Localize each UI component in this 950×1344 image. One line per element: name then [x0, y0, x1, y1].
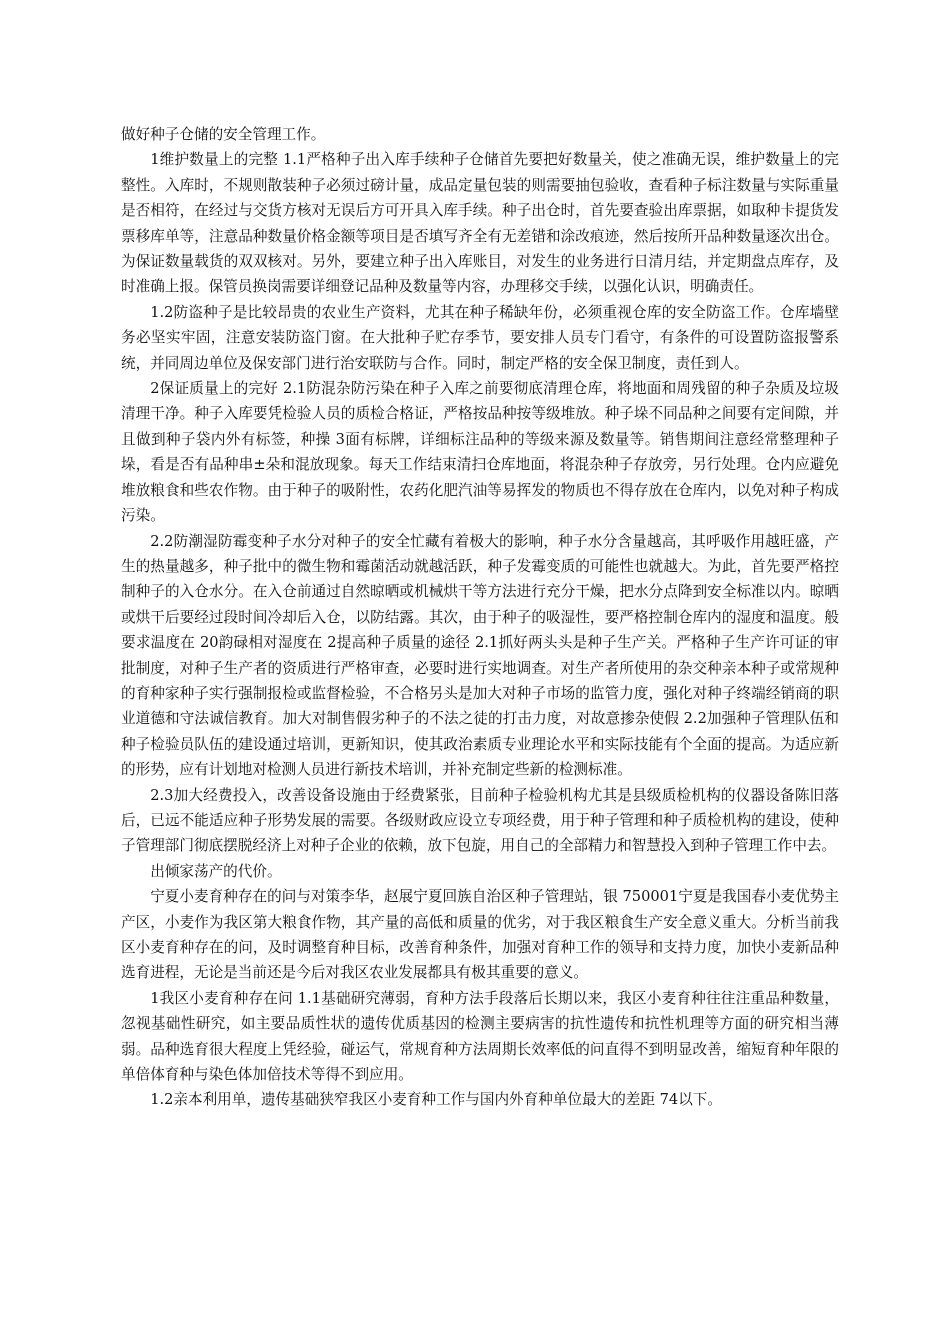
- paragraph-8: 1我区小麦育种存在问 1.1基础研究薄弱，育种方法手段落后长期以来，我区小麦育种往往注重品种数量，忽视基础性研究，如主要品质性状的遗传优质基因的检测主要病害的抗性遗传和抗性机理等方面的研究相当薄弱。品种选育很大程度上凭经验，碰运气，常规育种方法周期长效率低的问直得不到明显改善，缩短育种年限的单倍体育种与染色体加倍技术等得不到应用。: [121, 989, 839, 1084]
- paragraph-4: 2.2防潮湿防霉变种子水分对种子的安全忙藏有着极大的影响，种子水分含量越高，其呼吸作用越旺盛，产生的热量越多，种子批中的微生物和霉菌活动就越活跃，种子发霉变质的可能性也就越大。为此，首先要严格控制种子的入仓水分。在入仓前通过自然晾晒或机械烘干等方法进行充分干燥，把水分点降到安全标准以内。晾晒或烘干后要经过段时间冷却后入仓，以防结露。其次，由于种子的吸湿性，要严格控制仓库内的湿度和温度。般要求温度在 20韵碌相对湿度在 2提高种子质量的途径 2.1抓好两头头是种子生产关。严格种子生产许可证的审批制度，对种子生产者的资质进行严格审查，必要时进行实地调查。对生产者所使用的杂交种亲本种子或常规种的育种家种子实行强制报检或监督检验，不合格另头是加大对种子市场的监管力度，强化对种子终端经销商的职业道德和守法诚信教育。加大对制售假劣种子的不法之徒的打击力度，对故意掺杂使假 2.2加强种子管理队伍和种子检验员队伍的建设通过培训，更新知识，使其政治素质专业理论水平和实际技能有个全面的提高。为适应新的形势，应有计划地对检测人员进行新技术培训，并补充制定些新的检测标准。: [121, 532, 839, 779]
- document-body: [121, 122, 839, 1113]
- paragraph-1: 1维护数量上的完整 1.1严格种子出入库手续种子仓储首先要把好数量关，使之准确无误，维护数量上的完整性。入库时，不规则散装种子必须过磅计量，成品定量包装的则需要抽包验收，查看种子标注数量与实际重量是否相符，在经过与交货方核对无误后方可开具入库手续。种子出仓时，首先要查验出库票据，如取种卡提货发票移库单等，注意品种数量价格金额等项目是否填写齐全有无差错和涂改痕迹，然后按所开品种数量逐次出仓。为保证数量载货的双双核对。另外，要建立种子出入库账目，对发生的业务进行日清月结，并定期盘点库存，及时准确上报。保管员换岗需要详细登记品种及数量等内容，办理移交手续，以强化认识，明确责任。: [121, 151, 839, 296]
- paragraph-0: 做好种子仓储的安全管理工作。: [121, 126, 326, 143]
- paragraph-6: 出倾家荡产的代价。: [150, 862, 282, 880]
- paragraph-5: 2.3加大经费投入，改善设备设施由于经费紧张，目前种子检验机构尤其是县级质检机构的仪器设备陈旧落后，已远不能适应种子形势发展的需要。各级财政应设立专项经费，用于种子管理和种子质检机构的建设，使种子管理部门彻底摆脱经济上对种子企业的依赖，放下包旋，用自己的全部精力和智慧投入到种子管理工作中去。: [121, 786, 839, 855]
- paragraph-2: 1.2防盗种子是比较昂贵的农业生产资料，尤其在种子稀缺年份，必须重视仓库的安全防盗工作。仓库墙壁务必坚实牢固，注意安装防盗门窗。在大批种子贮存季节，要安排人员专门看守，有条件的可设置防盗报警系统，并同周边单位及保安部门进行治安联防与合作。同时，制定严格的安全保卫制度，责任到人。: [121, 303, 839, 372]
- paragraph-7: 宁夏小麦育种存在的问与对策李华，赵展宁夏回族自治区种子管理站，银 750001宁夏是我国春小麦优势主产区，小麦作为我区第大粮食作物，其产量的高低和质量的优劣，对于我区粮食生产安全意义重大。分析当前我区小麦育种存在的问，及时调整育种目标，改善育种条件，加强对育种工作的领导和支持力度，加快小麦新品种选育进程，无论是当前还是今后对我区农业发展都具有极其重要的意义。: [121, 888, 839, 982]
- paragraph-3: 2保证质量上的完好 2.1防混杂防污染在种子入库之前要彻底清理仓库，将地面和周残留的种子杂质及垃圾清理干净。种子入库要凭检验人员的质检合格证，严格按品种按等级堆放。种子垛不同品种之间要有定间隙，并且做到种子袋内外有标签，种操 3面有标牌，详细标注品种的等级来源及数量等。销售期间注意经常整理种子垛，看是否有品种串±朵和混放现象。每天工作结束清扫仓库地面，将混杂种子存放旁，另行处理。仓内应避免堆放粮食和些农作物。由于种子的吸附性，农药化肥汽油等易挥发的物质也不得存放在仓库内，以免对种子构成污染。: [121, 380, 839, 525]
- paragraph-9: 1.2亲本利用单，遗传基础狭窄我区小麦育种工作与国内外育种单位最大的差距 74以下。: [150, 1091, 722, 1109]
